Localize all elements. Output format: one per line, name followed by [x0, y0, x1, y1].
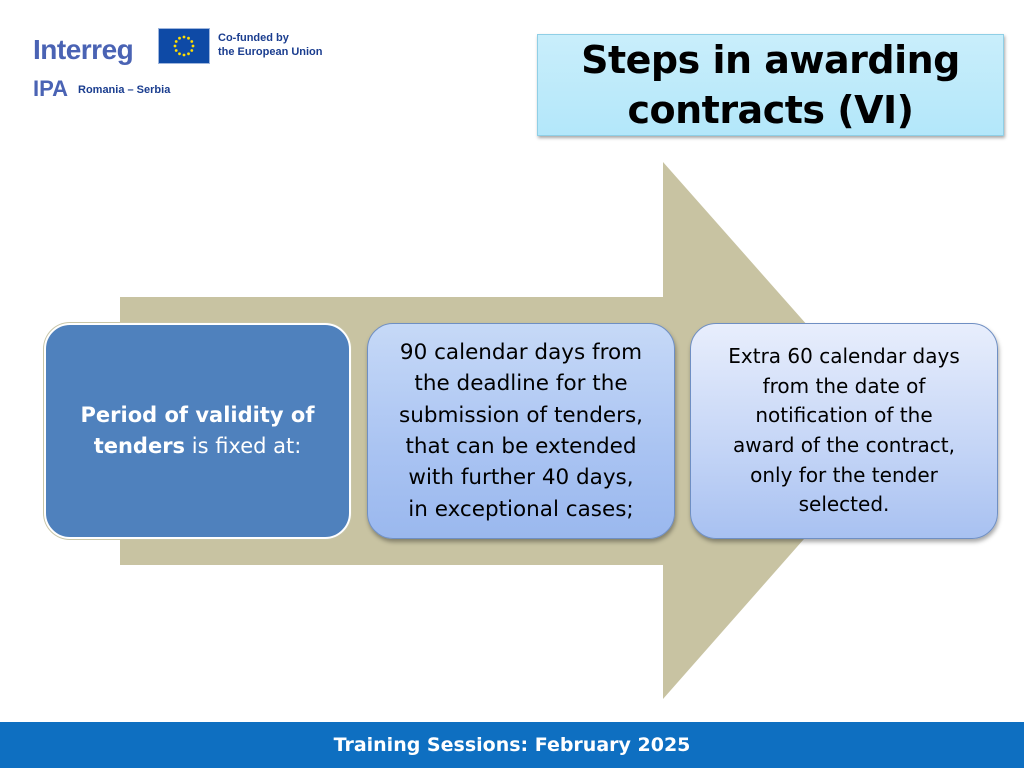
eu-text-line1: Co-funded by [218, 32, 289, 44]
box3-line: award of the contract, [732, 433, 955, 457]
validity-period-box [44, 323, 351, 539]
footer-text: Training Sessions: February 2025 [333, 734, 691, 756]
validity-normal: is fixed at: [185, 434, 302, 458]
box3-line: notification of the [755, 403, 933, 428]
extra-sixty-days-box [690, 323, 998, 539]
ipa-label: IPA [33, 76, 69, 101]
extra-sixty-days-text [728, 342, 959, 520]
box2-line: the deadline for the [414, 371, 628, 397]
box3-line: Extra 60 calendar days [728, 344, 960, 369]
program-name: Interreg [33, 34, 134, 65]
box3-line: from the date of [762, 373, 926, 398]
slide-title-line1: Steps in awarding [581, 38, 960, 82]
box3-line: selected. [798, 492, 890, 517]
box2-line: that can be extended [405, 434, 637, 459]
box2-line: 90 calendar days from [399, 340, 643, 366]
box2-line: in exceptional cases; [408, 496, 634, 522]
box2-line: with further 40 days, [408, 465, 634, 491]
ninety-days-box [367, 323, 675, 539]
region-label: Romania – Serbia [78, 84, 171, 96]
ninety-days-text [399, 337, 643, 525]
box2-line: submission of tenders, [399, 402, 643, 428]
validity-bold-2: tenders [93, 434, 186, 458]
eu-text-line2: the European Union [218, 46, 323, 58]
footer-bar [0, 722, 1024, 768]
box3-line: only for the tender [750, 462, 938, 487]
validity-bold-1: Period of validity of [80, 403, 315, 427]
validity-period-text [81, 400, 315, 462]
slide-title-line2: contracts (VI) [627, 88, 914, 132]
